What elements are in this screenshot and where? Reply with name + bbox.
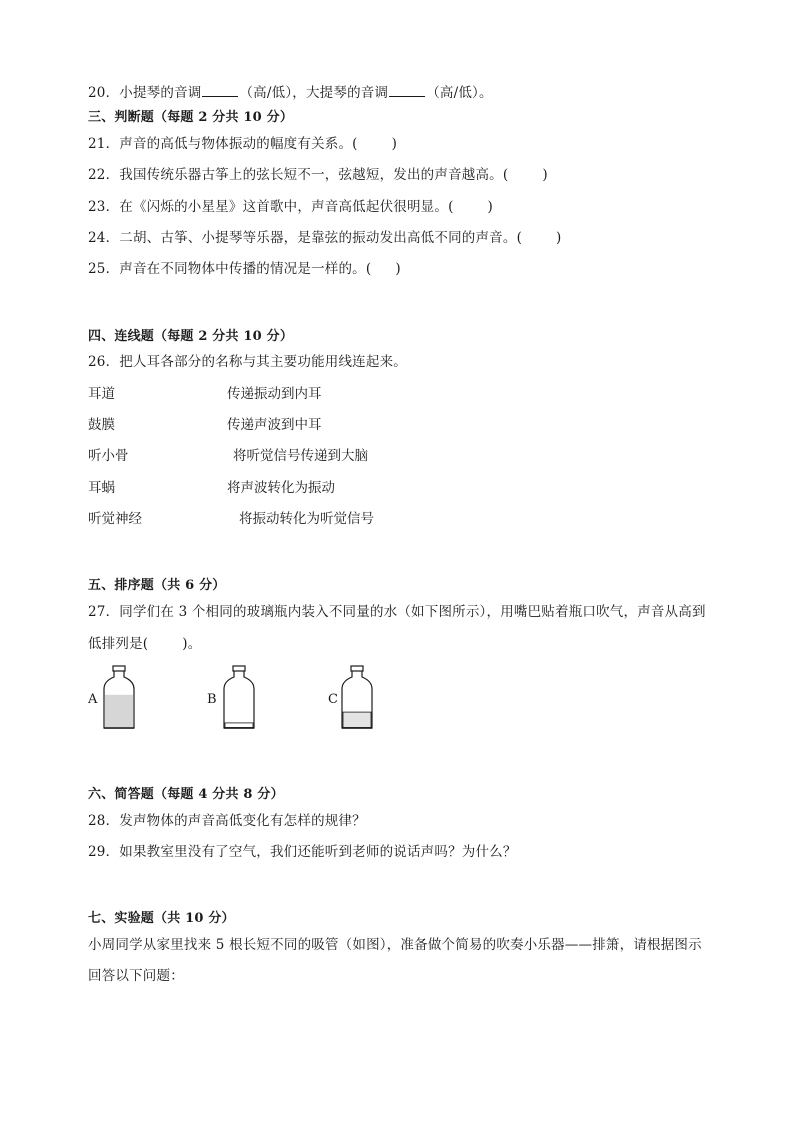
q23-close: ) xyxy=(487,199,494,215)
ear-function-4[interactable]: 将声波转化为振动 xyxy=(227,480,335,496)
ear-part-3[interactable]: 听小骨 xyxy=(88,448,129,464)
q21-text: 21．声音的高低与物体振动的幅度有关系。( xyxy=(88,136,358,152)
answer-blank[interactable] xyxy=(202,84,238,97)
question-21 xyxy=(88,135,397,153)
q21-close: ) xyxy=(391,136,398,152)
q27-close: )。 xyxy=(182,636,202,652)
bottle-b-icon xyxy=(221,664,257,732)
q23-text: 23．在《闪烁的小星星》这首歌中，声音高低起伏很明显。( xyxy=(88,199,454,215)
bottle-c-icon xyxy=(339,664,375,732)
question-22 xyxy=(88,166,548,184)
q20-mid: （高/低），大提琴的音调 xyxy=(239,85,389,101)
ear-part-2[interactable]: 鼓膜 xyxy=(88,417,115,433)
section-heading-matching: 四、连线题（每题 2 分共 10 分） xyxy=(88,329,294,344)
question-26: 26．把人耳各部分的名称与其主要功能用线连起来。 xyxy=(88,354,407,370)
bottle-label-c: C xyxy=(328,692,338,707)
ear-function-5[interactable]: 将振动转化为听觉信号 xyxy=(239,511,374,527)
q20-prefix: 20．小提琴的音调 xyxy=(88,85,202,101)
question-20 xyxy=(88,84,493,102)
answer-blank[interactable] xyxy=(389,84,425,97)
q25-text: 25．声音在不同物体中传播的情况是一样的。( xyxy=(88,261,372,277)
ear-part-5[interactable]: 听觉神经 xyxy=(88,511,142,527)
section-heading-judgement: 三、判断题（每题 2 分共 10 分） xyxy=(88,110,294,125)
section-heading-short-answer: 六、简答题（每题 4 分共 8 分） xyxy=(88,787,284,802)
bottle-label-b: B xyxy=(207,692,217,707)
bottle-label-a: A xyxy=(88,692,98,707)
question-24 xyxy=(88,229,562,247)
q24-text: 24．二胡、古筝、小提琴等乐器，是靠弦的振动发出高低不同的声音。( xyxy=(88,230,523,246)
q22-text: 22．我国传统乐器古筝上的弦长短不一，弦越短，发出的声音越高。( xyxy=(88,167,509,183)
question-27-line1: 27．同学们在 3 个相同的玻璃瓶内装入不同量的水（如下图所示），用嘴巴贴着瓶口吹气，声音从高到 xyxy=(88,604,706,620)
water-fill xyxy=(225,723,253,728)
section-heading-ordering: 五、排序题（共 6 分） xyxy=(88,578,226,593)
q25-close: ) xyxy=(395,261,401,277)
ear-function-3[interactable]: 将听觉信号传递到大脑 xyxy=(233,448,368,464)
q24-close: ) xyxy=(556,230,562,246)
question-23 xyxy=(88,198,493,216)
ear-part-4[interactable]: 耳蜗 xyxy=(88,480,115,496)
section-heading-experiment: 七、实验题（共 10 分） xyxy=(88,911,235,926)
question-30-line1: 小周同学从家里找来 5 根长短不同的吸管（如图），准备做个简易的吹奏小乐器——排箫，请根据图示 xyxy=(88,937,702,953)
water-fill xyxy=(343,712,371,727)
question-28: 28．发声物体的声音高低变化有怎样的规律？ xyxy=(88,813,366,829)
question-25 xyxy=(88,260,401,278)
q22-close: ) xyxy=(542,167,548,183)
ear-part-1[interactable]: 耳道 xyxy=(88,386,115,402)
q27-open: 低排列是( xyxy=(88,636,149,652)
bottle-a-icon xyxy=(101,664,137,732)
q20-suffix: （高/低）。 xyxy=(426,85,493,101)
question-27-line2 xyxy=(88,635,201,653)
question-29: 29．如果教室里没有了空气，我们还能听到老师的说话声吗？为什么？ xyxy=(88,844,517,860)
ear-function-1[interactable]: 传递振动到内耳 xyxy=(227,386,322,402)
water-fill xyxy=(105,695,133,728)
question-30-line2: 回答以下问题： xyxy=(88,968,184,984)
ear-function-2[interactable]: 传递声波到中耳 xyxy=(227,417,322,433)
